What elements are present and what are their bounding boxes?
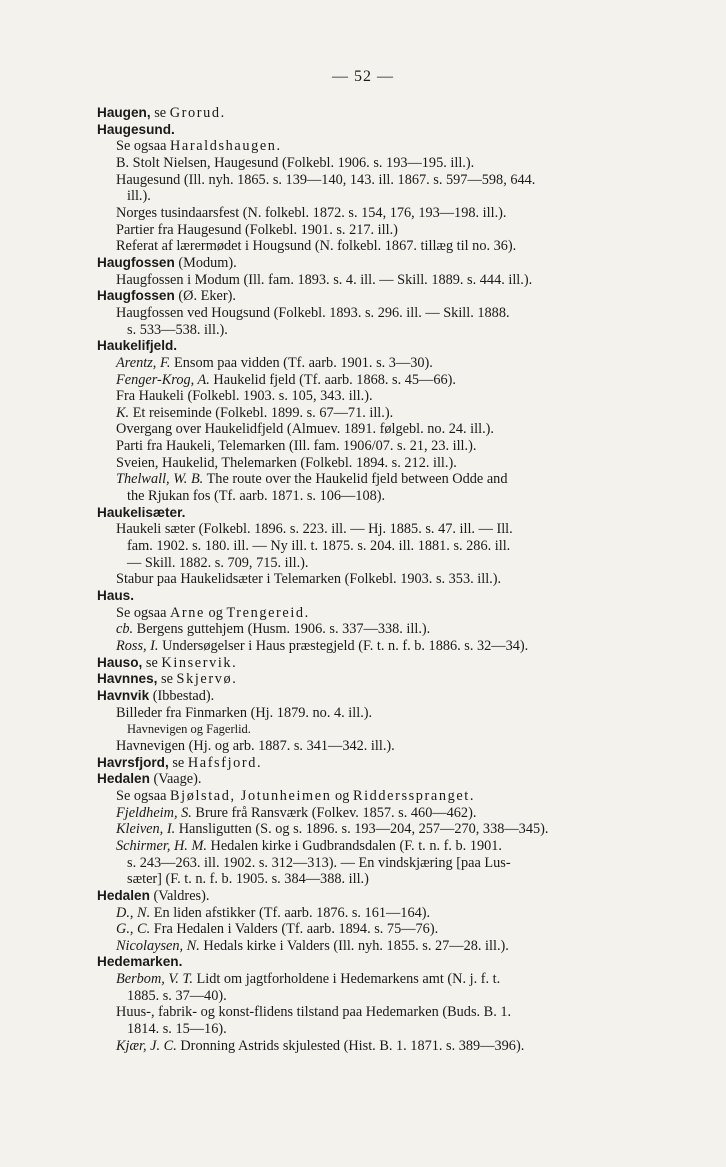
entry-text: B. Stolt Nielsen, Haugesund (Folkebl. 1906. s. 193—195. ill.).	[116, 154, 475, 171]
entry-text: Haugesund (Ill. nyh. 1865. s. 139—140, 143. ill. 1867. s. 597—598, 644.	[116, 171, 536, 188]
entry-text: Bergens guttehjem (Husm. 1906. s. 337—338. ill.).	[133, 621, 431, 638]
entry-author: Fjeldheim, S.	[116, 804, 192, 821]
entry-author: Berbom, V. T.	[116, 971, 193, 988]
index-entry-line	[97, 838, 667, 855]
index-entry-line	[97, 421, 667, 438]
entry-text: 1814. s. 15—16).	[127, 1021, 227, 1038]
index-entry-line	[97, 455, 667, 472]
index-heading-line	[97, 771, 667, 788]
entry-text: Huus-, fabrik- og konst-flidens tilstand paa Hedemarken (Buds. B. 1.	[116, 1004, 512, 1021]
entry-text: Sveien, Haukelid, Thelemarken (Folkebl. 1894. s. 212. ill.).	[116, 454, 457, 471]
entry-text: En liden afstikker (Tf. aarb. 1876. s. 161—164).	[150, 904, 431, 921]
entry-text: Hedalen kirke i Gudbrandsdalen (F. t. n. f. b. 1901.	[206, 837, 502, 854]
entry-author: Thelwall, W. B.	[116, 471, 204, 488]
index-entry-line	[97, 305, 667, 322]
entry-author: Kleiven, I.	[116, 821, 176, 838]
entry-text: Hansligutten (S. og s. 1896. s. 193—204, 257—270, 338—345).	[175, 821, 549, 838]
entry-keyword: Havrsfjord,	[97, 754, 169, 770]
cross-reference: Skjervø.	[176, 671, 238, 688]
entry-text: og	[331, 787, 353, 804]
index-entry-line	[97, 788, 667, 805]
entry-text: fam. 1902. s. 180. ill. — Ny ill. t. 1875. s. 204. ill. 1881. s. 286. ill.	[127, 538, 511, 555]
index-heading-line	[97, 655, 667, 672]
entry-author: cb.	[116, 621, 134, 638]
entry-text: s. 243—263. ill. 1902. s. 312—313). — En vindskjæring [paa Lus-	[127, 854, 511, 871]
entry-author: Fenger-Krog, A.	[116, 371, 210, 388]
index-entry-line	[97, 155, 667, 172]
entry-text: (Valdres).	[149, 887, 210, 904]
index-heading-line	[97, 588, 667, 605]
index-heading-line	[97, 688, 667, 705]
entry-author: K.	[116, 404, 130, 421]
entry-author: Nicolaysen, N.	[116, 937, 200, 954]
entry-keyword: Haugfossen	[97, 254, 175, 270]
entry-text: (Ø. Eker).	[174, 288, 236, 305]
entry-text: Partier fra Haugesund (Folkebl. 1901. s. 217. ill.)	[116, 221, 398, 238]
entry-text: Et reiseminde (Folkebl. 1899. s. 67—71. ill.).	[129, 404, 394, 421]
entry-keyword: Haukelisæter.	[97, 504, 186, 520]
index-entry-line	[97, 605, 667, 622]
index-entry-line	[97, 238, 667, 255]
index-entry-line	[97, 905, 667, 922]
index-entries	[97, 105, 667, 1054]
index-heading-line	[97, 954, 667, 971]
entry-keyword: Hedalen	[97, 771, 150, 787]
cross-reference: Bjølstad, Jotunheimen	[170, 787, 332, 804]
index-entry-line	[97, 921, 667, 938]
index-entry-line	[97, 222, 667, 239]
entry-text: Billeder fra Finmarken (Hj. 1879. no. 4. ill.).	[116, 704, 373, 721]
index-entry-line	[97, 488, 667, 505]
entry-text: sæter] (F. t. n. f. b. 1905. s. 384—388. ill.)	[127, 871, 369, 888]
entry-text: se	[157, 671, 177, 688]
entry-text: Haukelid fjeld (Tf. aarb. 1868. s. 45—66).	[209, 371, 456, 388]
index-entry-line	[97, 805, 667, 822]
entry-text: — Skill. 1882. s. 709, 715. ill.).	[127, 554, 309, 571]
entry-text: Havnevigen (Hj. og arb. 1887. s. 341—342. ill.).	[116, 737, 395, 754]
entry-text: og	[204, 604, 227, 621]
page-number: — 52 —	[332, 68, 394, 85]
entry-keyword: Haus.	[97, 588, 135, 604]
entry-keyword: Haugesund.	[97, 121, 175, 137]
cross-reference: Hafsfjord.	[187, 754, 263, 771]
entry-text: Haugfossen ved Hougsund (Folkebl. 1893. s. 296. ill. — Skill. 1888.	[116, 304, 510, 321]
entry-author: D., N.	[116, 904, 151, 921]
entry-text: Haugfossen i Modum (Ill. fam. 1893. s. 4. ill. — Skill. 1889. s. 444. ill.).	[116, 271, 533, 288]
entry-text: Haukeli sæter (Folkebl. 1896. s. 223. ill. — Hj. 1885. s. 47. ill. — Ill.	[116, 521, 513, 538]
index-entry-line	[97, 1038, 667, 1055]
index-entry-line	[97, 1004, 667, 1021]
index-entry-line	[97, 938, 667, 955]
entry-text: (Vaage).	[149, 771, 202, 788]
index-entry-line	[97, 705, 667, 722]
cross-reference: Arne	[170, 604, 205, 621]
index-entry-line	[97, 138, 667, 155]
index-entry-line	[97, 821, 667, 838]
entry-text: Parti fra Haukeli, Telemarken (Ill. fam. 1906/07. s. 21, 23. ill.).	[116, 438, 477, 455]
index-entry-line	[97, 638, 667, 655]
cross-reference: Kinservik.	[161, 654, 238, 671]
entry-text: Se ogsaa	[116, 604, 170, 621]
entry-keyword: Haugfossen	[97, 288, 175, 304]
entry-text: Stabur paa Haukelidsæter i Telemarken (Folkebl. 1903. s. 353. ill.).	[116, 571, 502, 588]
entry-author: Schirmer, H. M.	[116, 837, 207, 854]
entry-keyword: Haukelifjeld.	[97, 338, 178, 354]
entry-text: 1885. s. 37—40).	[127, 987, 227, 1004]
entry-text: Lidt om jagtforholdene i Hedemarkens amt (N. j. f. t.	[192, 971, 501, 988]
entry-keyword: Haugen,	[97, 105, 151, 120]
index-entry-line	[97, 621, 667, 638]
entry-text: Dronning Astrids skjulested (Hist. B. 1. 1871. s. 389—396).	[176, 1037, 525, 1054]
entry-text: Se ogsaa	[116, 138, 170, 155]
index-heading-line	[97, 755, 667, 772]
entry-text: ill.).	[127, 188, 151, 205]
entry-text: Havnevigen og Fagerlid.	[127, 722, 251, 737]
index-heading-line	[97, 671, 667, 688]
entry-text: Se ogsaa	[116, 787, 170, 804]
entry-author: Arentz, F.	[116, 354, 171, 371]
entry-text: Brure frå Ransværk (Folkev. 1857. s. 460—462).	[191, 804, 477, 821]
cross-reference: Trengereid.	[226, 604, 310, 621]
index-entry-line	[97, 721, 667, 738]
index-entry-line	[97, 988, 667, 1005]
index-entry-line	[97, 405, 667, 422]
index-entry-line	[97, 388, 667, 405]
index-entry-line	[97, 355, 667, 372]
index-entry-line	[97, 971, 667, 988]
cross-reference: Riddersspranget.	[352, 787, 476, 804]
entry-text: se	[150, 105, 170, 121]
index-heading-line	[97, 888, 667, 905]
cross-reference: Grorud.	[169, 105, 226, 121]
index-heading-line	[97, 255, 667, 272]
entry-text: The route over the Haukelid fjeld between Odde and	[203, 471, 508, 488]
index-entry-line	[97, 372, 667, 389]
entry-keyword: Hedemarken.	[97, 954, 183, 970]
index-entry-line	[97, 188, 667, 205]
index-entry-line	[97, 538, 667, 555]
index-entry-line	[97, 1021, 667, 1038]
entry-author: Ross, I.	[116, 638, 159, 654]
index-entry-line	[97, 555, 667, 572]
entry-text: Norges tusindaarsfest (N. folkebl. 1872. s. 154, 176, 193—198. ill.).	[116, 204, 507, 221]
entry-text: Hedals kirke i Valders (Ill. nyh. 1855. s. 27—28. ill.).	[199, 937, 509, 954]
entry-keyword: Hauso,	[97, 654, 143, 670]
index-entry-line	[97, 172, 667, 189]
entry-text: Overgang over Haukelidfjeld (Almuev. 1891. følgebl. no. 24. ill.).	[116, 421, 494, 438]
entry-text: se	[142, 654, 162, 671]
entry-author: Kjær, J. C.	[116, 1037, 177, 1054]
entry-author: G., C.	[116, 921, 151, 938]
index-heading-line	[97, 105, 667, 122]
index-entry-line	[97, 738, 667, 755]
index-entry-line	[97, 855, 667, 872]
index-entry-line	[97, 871, 667, 888]
entry-text: Fra Hedalen i Valders (Tf. aarb. 1894. s. 75—76).	[150, 921, 439, 938]
index-entry-line	[97, 205, 667, 222]
entry-keyword: Havnnes,	[97, 671, 158, 687]
entry-text: Fra Haukeli (Folkebl. 1903. s. 105, 343. ill.).	[116, 388, 373, 405]
entry-keyword: Havnvik	[97, 687, 150, 703]
index-heading-line	[97, 288, 667, 305]
index-heading-line	[97, 338, 667, 355]
entry-text: s. 533—538. ill.).	[127, 321, 228, 338]
entry-text: Undersøgelser i Haus præstegjeld (F. t. n. f. b. 1886. s. 32—34).	[158, 638, 529, 654]
index-entry-line	[97, 521, 667, 538]
entry-text: (Ibbestad).	[149, 687, 215, 704]
entry-text: Referat af lærermødet i Hougsund (N. folkebl. 1867. tillæg til no. 36).	[116, 238, 517, 255]
entry-text: Ensom paa vidden (Tf. aarb. 1901. s. 3—30).	[170, 354, 433, 371]
entry-text: the Rjukan fos (Tf. aarb. 1871. s. 106—108).	[127, 488, 386, 505]
index-entry-line	[97, 322, 667, 339]
index-heading-line	[97, 505, 667, 522]
index-heading-line	[97, 122, 667, 139]
index-entry-line	[97, 438, 667, 455]
cross-reference: Haraldshaugen.	[170, 138, 282, 155]
entry-keyword: Hedalen	[97, 887, 150, 903]
index-entry-line	[97, 571, 667, 588]
entry-text: se	[168, 754, 188, 771]
index-entry-line	[97, 272, 667, 289]
entry-text: (Modum).	[174, 254, 237, 271]
index-entry-line	[97, 471, 667, 488]
